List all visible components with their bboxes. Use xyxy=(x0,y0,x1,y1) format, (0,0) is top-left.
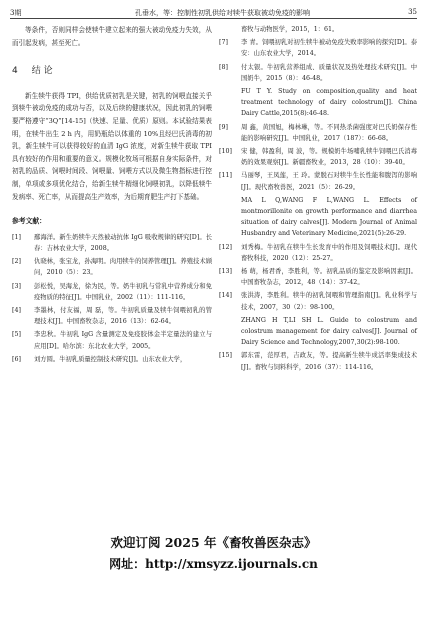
reference-text: 李墨林，付友福，周 磊，等。牛初乳质量及犊牛饲喂初乳的管理技术[J]。中国畜牧杂志，2016（13）：62-64。 xyxy=(34,306,212,326)
reference-text: MA L Q,WANG F L,WANG L. Effects of montmorillonite on growth performance and diarrhea situation of dairy calves[J]. Modern Journal of Animal Husbandry and Veterinary Medicine,2021(5):26-29. xyxy=(241,196,417,238)
reference-item xyxy=(219,170,417,192)
reference-item xyxy=(12,329,212,351)
reference-index: [8] xyxy=(219,63,228,71)
reference-text: 宋 健，韩盈利，周 波，等。规模奶牛场哺乳犊牛饲喂巴氏消毒奶的效果观察[J]。新疆畜牧业，2013，28（10）：39-40。 xyxy=(241,148,417,167)
reference-index: [1] xyxy=(12,233,21,241)
reference-text: 鄢海洋。新生奶犊牛天然被动抗体 IgG 吸收规律的研究[D]。长春：吉林农业大学，2008。 xyxy=(34,233,212,252)
right-column xyxy=(219,24,417,375)
reference-item xyxy=(219,146,417,168)
references-list-right xyxy=(219,37,417,373)
reference-item xyxy=(219,266,417,288)
reference-item xyxy=(219,242,417,264)
reference-item xyxy=(219,195,417,240)
website-url: 网址：http://xmsyzz.ijournals.cn xyxy=(109,557,318,571)
reference-index: [13] xyxy=(219,268,232,276)
reference-continuation: 畜牧与动物医学，2015，1：61。 xyxy=(241,26,339,33)
references-list-left xyxy=(12,232,212,365)
section-number: 4 xyxy=(12,66,18,77)
section-title: 结 论 xyxy=(31,66,53,77)
reference-index: [2] xyxy=(12,258,21,266)
reference-item xyxy=(219,86,417,120)
conclusion-paragraph: 新生犊牛获得 TPI，供给优质初乳是关键，初乳的饲喂直接关乎到犊牛被动免疫的成功与否，以及后续的健康状况，因此初乳的饲喂要严格遵守“3Q”[14-15]（快速、足量、优质）原则。本试验结果表明，在犊牛出生 2 h 内，用奶瓶给以体重的 10%且经巴氏消毒的初乳，新生犊牛可以获得较好的血清 IgG 浓度，对新生犊牛获取 TPI 具有较好的作用和重要的意义。规模化牧场可根据自身实际条件，对初乳的品质、饲喂时间段、饲喂量、饲喂方式以及微生物指标进行控制，单项或多项优化结合，给新生犊牛精细化饲喂初乳，以降低犊牛发病率、死亡率，从而提高生产效率，为后期育肥生产打下基础。 xyxy=(12,91,212,201)
reference-text: 付太银。牛初乳营养组成、质量状况及热处理技术研究[J]。中国奶牛，2015（8）：46-48。 xyxy=(241,63,417,82)
references-title: 参考文献： xyxy=(12,217,46,226)
running-title: 孔垂水，等：控制性初乳供给对犊牛获取被动免疫的影响 xyxy=(135,9,310,17)
reference-text: 仇晓林，张宝龙，孙海明。肉用犊牛的饲养管理[J]。养殖技术顾问，2010（5）：23。 xyxy=(34,258,212,277)
reference-text: 郭东雷，范厚君，吉政友，等。提高新生犊牛成活率集成技术[J]。畜牧与饲料科学，2016（37）：114-116。 xyxy=(241,352,417,371)
reference-item xyxy=(12,354,212,365)
reference-index: [14] xyxy=(219,292,232,300)
reference-item xyxy=(12,281,212,303)
reference-text: 刘秀梅。牛初乳在犊牛生长发育中的作用及饲喂技术[J]。现代畜牧科技，2020（12）：25-27。 xyxy=(241,243,417,262)
reference-text: 马丽琴，王凤莲，王 玲。蒙脱石对犊牛生长性能和腹泻的影响[J]。现代畜牧兽医，2021（5）：26-29。 xyxy=(241,172,417,191)
subscription-banner: 欢迎订阅 2025 年《畜牧兽医杂志》 xyxy=(110,535,317,550)
reference-item xyxy=(12,305,212,327)
reference-index: [5] xyxy=(12,331,21,339)
reference-text: 杨 萌，杨君香，李胜利，等。初乳品质的鉴定及影响因素[J]。中国畜牧杂志，2012，48（14）：37-42。 xyxy=(241,268,417,287)
reference-item xyxy=(219,37,417,59)
reference-index: [9] xyxy=(219,123,228,131)
issue-number: 3期 xyxy=(10,9,22,17)
page-number: 35 xyxy=(408,8,417,16)
reference-item xyxy=(12,256,212,278)
reference-index: [10] xyxy=(219,148,232,156)
reference-item xyxy=(219,62,417,84)
reference-item xyxy=(219,315,417,349)
reference-item xyxy=(219,290,417,312)
reference-index: [4] xyxy=(12,306,21,314)
reference-text: 刘方圆。牛初乳质量控制技术研究[J]。山东农业大学， xyxy=(34,355,187,363)
reference-index: [6] xyxy=(12,355,21,363)
reference-index: [7] xyxy=(219,39,228,47)
reference-index: [15] xyxy=(219,352,232,360)
reference-text: 彭松悦，吴海龙，徐为民，等。奶牛初乳与常乳中营养成分和免疫物质的特征[J]。中国乳业，2002（11）：111-116。 xyxy=(34,282,212,301)
reference-text: 周 鑫，黄国旭，梅林琳，等。不同热杀菌强度对巴氏奶保存性能的影响研究[J]。中国乳业，2017（187）：66-68。 xyxy=(241,123,417,142)
reference-item xyxy=(219,122,417,144)
section-heading xyxy=(12,65,212,78)
reference-index: [3] xyxy=(12,282,21,290)
reference-text: 李忠秋。牛初乳 IgG 含量测定及免疫胶体金半定量法的建立与应用[D]。哈尔滨：东北农业大学，2005。 xyxy=(34,331,212,350)
reference-text: 张洪涛，李胜利。犊牛的初乳饲喂和管理指南[J]。乳业科学与技术，2007，30（2）：98-100。 xyxy=(241,292,417,311)
reference-index: [12] xyxy=(219,243,232,251)
reference-text: FU T Y. Study on composition,quality and heat treatment technology of dairy colostrum[J]. China Dairy Cattle,2015(8):46-48. xyxy=(241,88,417,118)
left-column xyxy=(12,24,212,367)
reference-text: 李 青。饲喂初乳对初生犊牛被动免疫失败率影响的探究[D]。泰安：山东农业大学，2014。 xyxy=(241,39,417,58)
reference-item xyxy=(219,350,417,372)
reference-item xyxy=(12,232,212,254)
header-divider xyxy=(10,18,417,19)
reference-text: ZHANG H T,LI SH L. Guide to colostrum and colostrum management for dairy calves[J]. Journal of Dairy Science and Technology,2007,30(2):98-100. xyxy=(241,316,417,347)
intro-paragraph: 等条件，否则同样会使犊牛建立起来的强大被动免疫力失效，从而引起发病，甚至死亡。 xyxy=(12,26,212,47)
reference-index: [11] xyxy=(219,172,232,180)
